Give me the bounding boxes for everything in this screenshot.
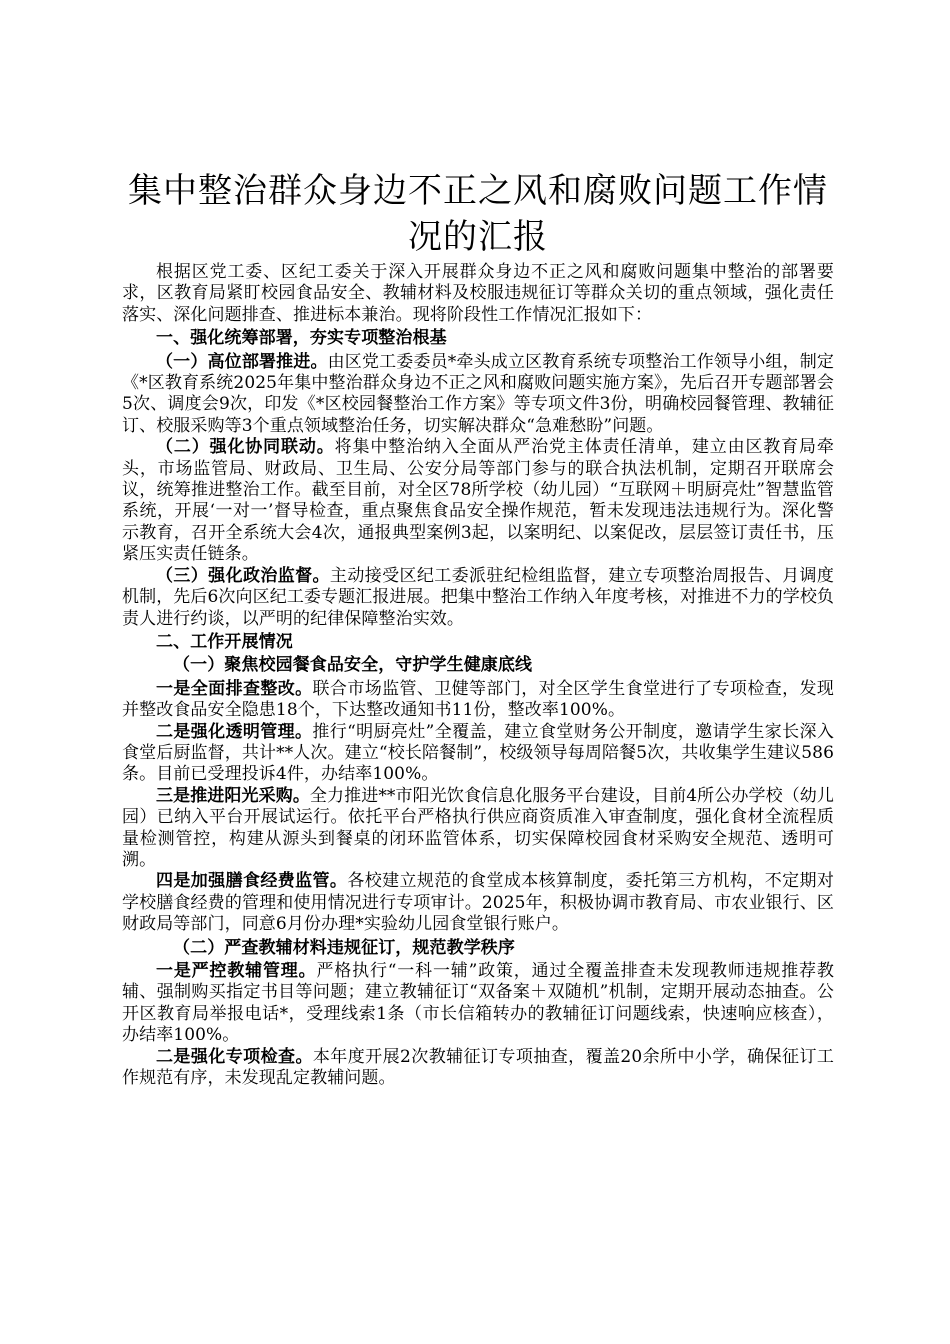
paragraph-transparency: [122, 722, 834, 786]
paragraph-text: 联合市场监管、卫健等部门，对全区学生食堂进行了专项检查，发现并整改食品安全隐患18个，下达整改通知书11份，整改率100%。: [122, 678, 834, 721]
paragraph-high-level-deployment: [122, 352, 834, 438]
paragraph-inspection: [122, 679, 834, 722]
paragraph-procurement: [122, 786, 834, 872]
section-heading-2: 二、工作开展情况: [156, 631, 293, 652]
paragraph-coordination: [122, 437, 834, 565]
paragraph-text: 将集中整治纳入全面从严治党主体责任清单，建立由区教育局牵头，市场监管局、财政局、卫生局、公安分局等部门参与的联合执法机制，定期召开联席会议，统筹推进整治工作。截至目前，对全区78所学校（幼儿园）“互联网＋明厨亮灶”智慧监管系统，开展‘一对一’督导检查，重点聚焦食品安全操作规范，暂未发现违法违规行为。深化警示教育，召开全系统大会4次，通报典型案例3起，以案明纪、以案促改，层层签订责任书，压紧压实责任链条。: [122, 437, 834, 565]
paragraph-special-inspection: [122, 1047, 834, 1090]
paragraph-text: 主动接受区纪工委派驻纪检组监督，建立专项整治周报告、月调度机制，先后6次向区纪工委专题汇报进展。把集中整治工作纳入年度考核，对推进不力的学校负责人进行约谈，以严明的纪律保障整治实效。: [122, 565, 835, 629]
paragraph-lead: （二）强化协同联动。: [156, 437, 335, 458]
paragraph-text: 全力推进**市阳光饮食信息化服务平台建设，目前4所公办学校（幼儿园）已纳入平台开展试运行。依托平台严格执行供应商资质准入审查制度，强化食材全流程质量检测管控，构建从源头到餐桌的闭环监管体系，切实保障校园食材采购安全规范、透明可溯。: [122, 785, 834, 870]
subsection-heading-school-meals: （一）聚焦校园餐食品安全，守护学生健康底线: [173, 655, 533, 676]
paragraph-text: 本年度开展2次教辅征订专项抽查，覆盖20余所中小学，确保征订工作规范有序，未发现乱定教辅问题。: [122, 1046, 834, 1089]
paragraph-text: 严格执行“一科一辅”政策，通过全覆盖排查未发现教师违规推荐教辅、强制购买指定书目等问题；建立教辅征订“双备案＋双随机”机制，定期开展动态抽查。公开区教育局举报电话*，受理线索1条（市长信箱转办的教辅征订问题线索，快速响应核查），办结率100%。: [122, 961, 834, 1046]
intro-paragraph: 根据区党工委、区纪工委关于深入开展群众身边不正之风和腐败问题集中整治的部署要求，区教育局紧盯校园食品安全、教辅材料及校服违规征订等群众关切的重点领域，强化责任落实、深化问题排查、推进标本兼治。现将阶段性工作情况汇报如下：: [122, 262, 834, 325]
paragraph-political-supervision: [122, 566, 834, 630]
paragraph-lead: 一是全面排查整改。: [156, 678, 313, 699]
paragraph-lead: 二是强化专项检查。: [156, 1046, 313, 1067]
paragraph-lead: 二是强化透明管理。: [156, 721, 313, 742]
paragraph-lead: （一）高位部署推进。: [156, 351, 328, 372]
subsection-heading-teaching-materials: （二）严查教辅材料违规征订，规范教学秩序: [173, 937, 515, 958]
section-heading-1: 一、强化统筹部署，夯实专项整治根基: [156, 328, 447, 349]
document-page: [122, 168, 834, 1089]
paragraph-text: 由区党工委委员*牵头成立区教育系统专项整治工作领导小组，制定《*区教育系统2025年集中整治群众身边不正之风和腐败问题实施方案》，先后召开专题部署会5次、调度会9次，印发《*区校园餐整治工作方案》等专项文件3份，明确校园餐管理、教辅征订、校服采购等3个重点领域整治任务，切实解决群众“急难愁盼”问题。: [122, 351, 834, 436]
paragraph-funding-supervision: [122, 871, 834, 935]
paragraph-text: 各校建立规范的食堂成本核算制度，委托第三方机构，不定期对学校膳食经费的管理和使用情况进行专项审计。2025年，积极协调市教育局、市农业银行、区财政局等部门，同意6月份办理*实验幼儿园食堂银行账户。: [122, 871, 834, 935]
paragraph-lead: 一是严控教辅管理。: [156, 961, 317, 981]
document-title: 集中整治群众身边不正之风和腐败问题工作情况的汇报: [128, 171, 828, 257]
paragraph-text: 推行“明厨亮灶”全覆盖，建立食堂财务公开制度，邀请学生家长深入食堂后厨监督，共计**人次。建立“校长陪餐制”，校级领导每周陪餐5次，共收集学生建议586条。目前已受理投诉4件，办结率100%。: [122, 721, 835, 785]
paragraph-lead: 三是推进阳光采购。: [156, 785, 310, 806]
paragraph-materials-control: [122, 961, 834, 1047]
paragraph-lead: 四是加强膳食经费监管。: [156, 871, 348, 892]
paragraph-lead: （三）强化政治监督。: [156, 565, 330, 586]
